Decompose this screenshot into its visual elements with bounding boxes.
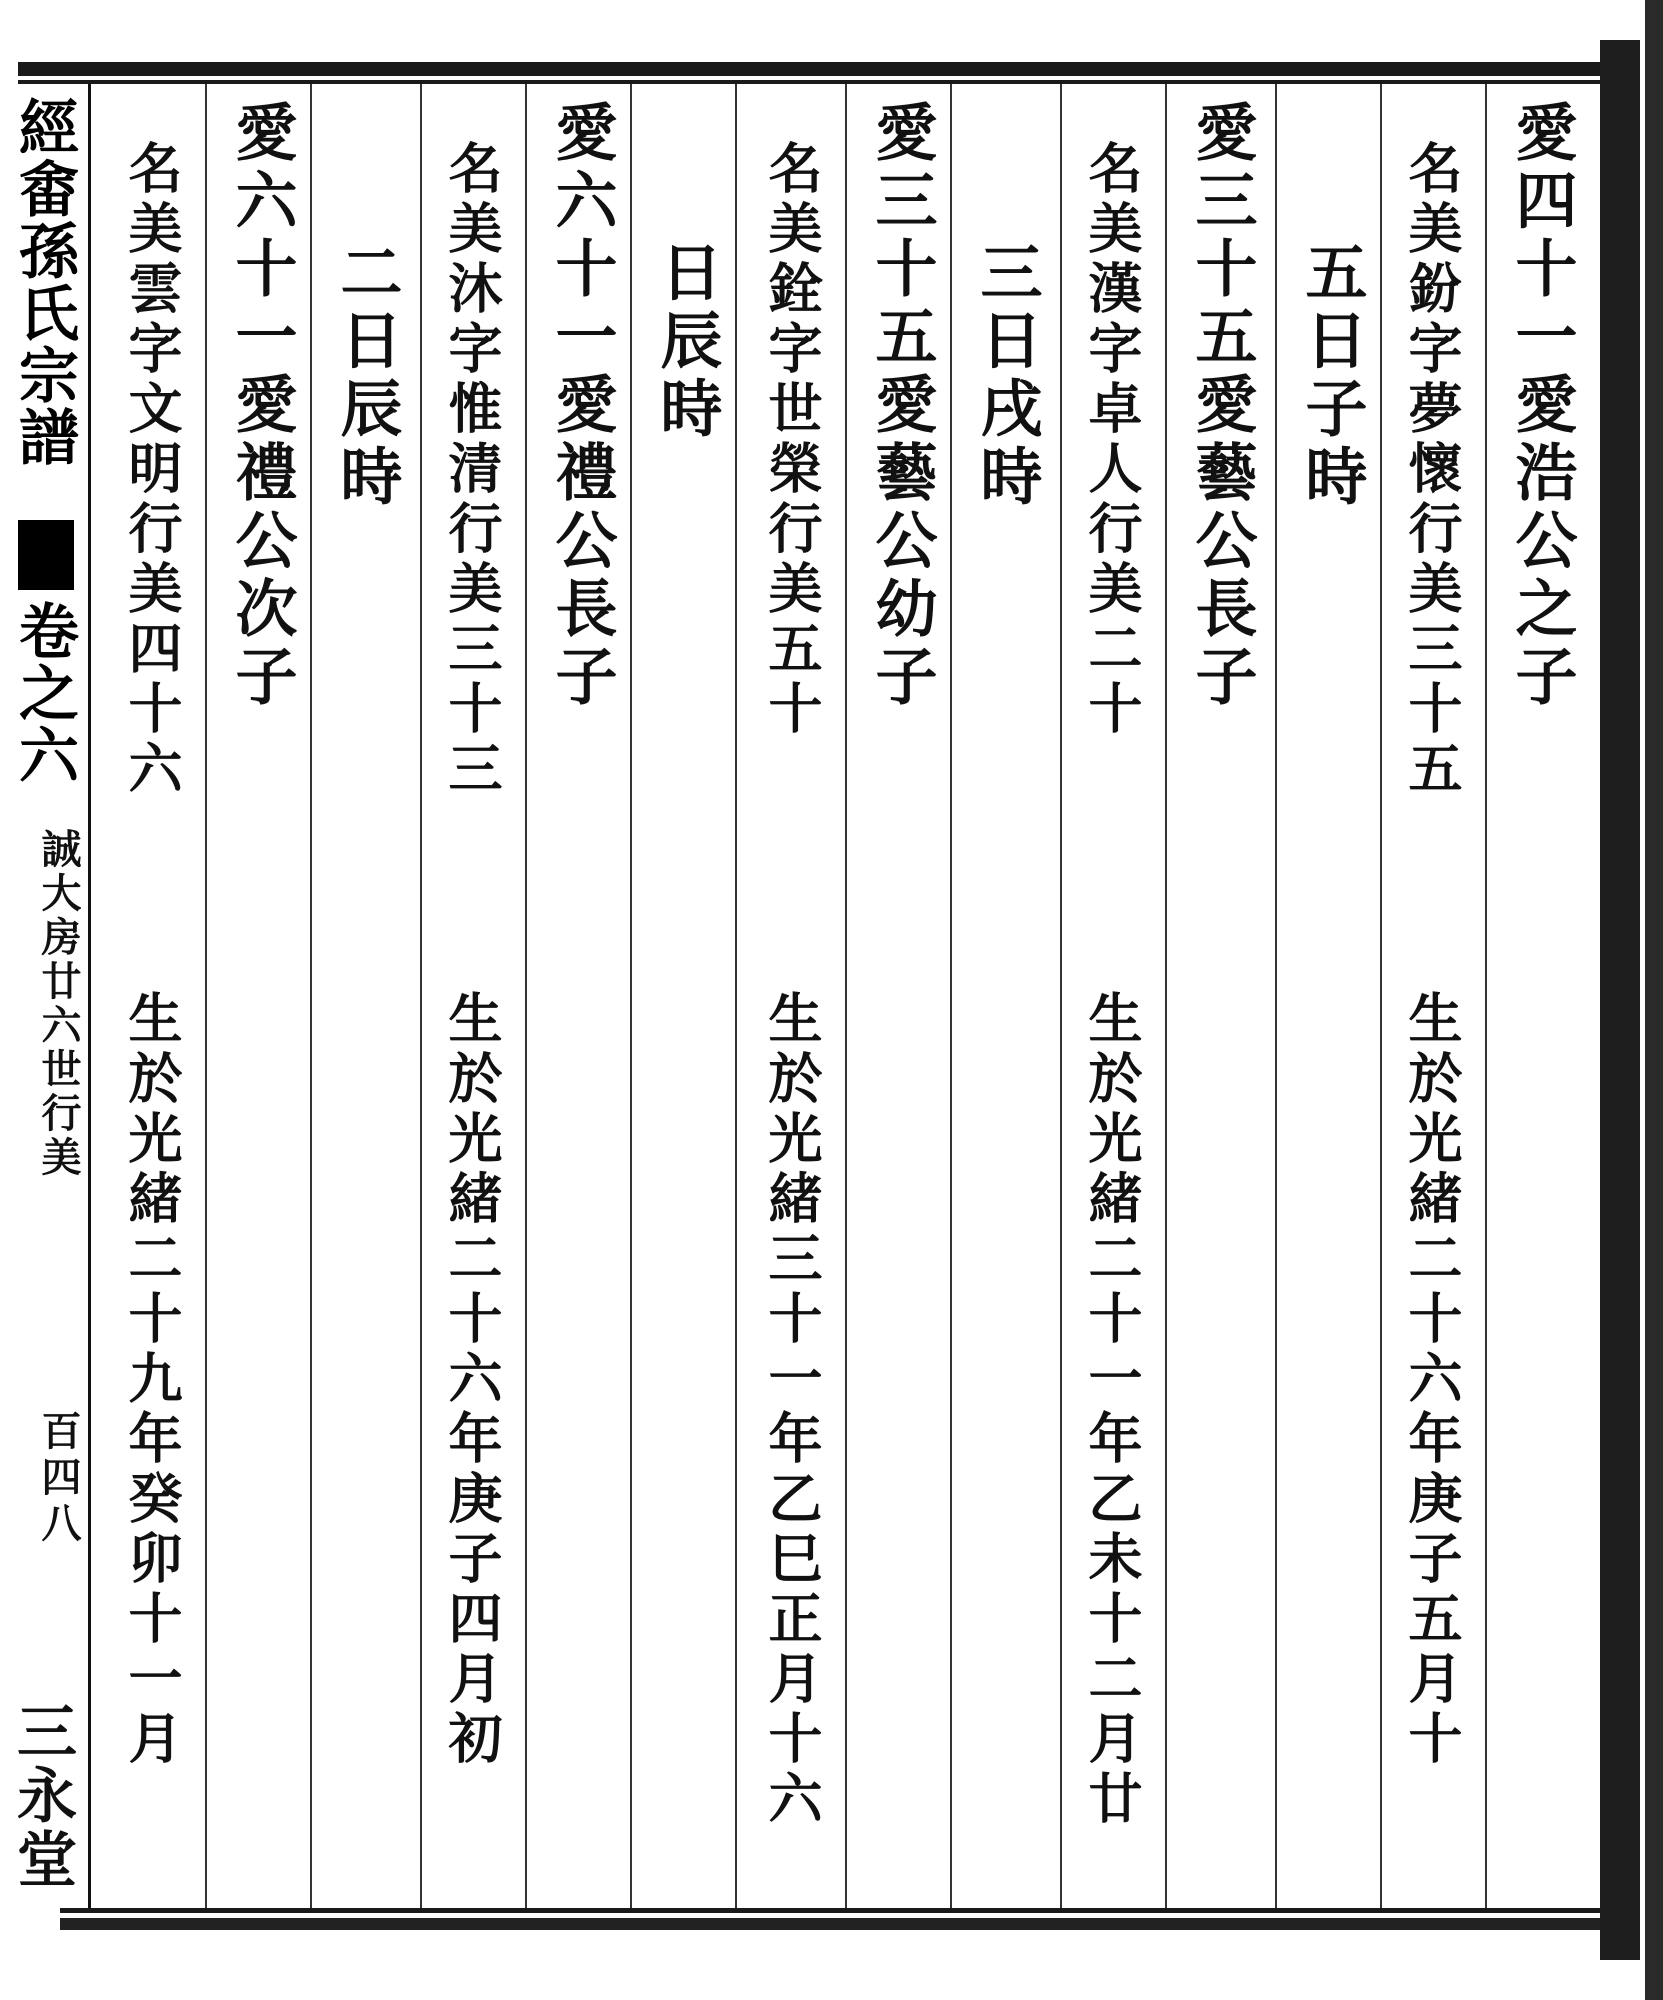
hall-name: 三永堂	[7, 1700, 77, 1892]
binding-edge	[1600, 40, 1640, 1960]
top-border-inner	[18, 80, 1610, 84]
column-11-top: 名美沐字惟清行美三十三	[440, 140, 504, 800]
column-9: 日辰時	[650, 240, 723, 444]
column-7: 愛三十五愛藝公幼子	[865, 100, 938, 712]
column-4: 愛三十五愛藝公長子	[1185, 100, 1258, 712]
column-rule	[630, 84, 632, 1908]
column-1: 愛四十一愛浩公之子	[1505, 100, 1578, 712]
volume-label: 卷之六	[9, 600, 79, 786]
column-rule	[735, 84, 737, 1908]
column-rule	[1485, 84, 1487, 1908]
column-10: 愛六十一愛禮公長子	[545, 100, 618, 712]
book-title: 經畬孫氏宗譜	[9, 96, 79, 468]
column-rule	[1060, 84, 1062, 1908]
top-border	[18, 62, 1610, 76]
column-3: 五日子時	[1295, 240, 1368, 512]
column-8-bottom: 生於光緒三十一年乙巳正月十六	[760, 990, 824, 1830]
column-rule	[525, 84, 527, 1908]
bottom-border	[60, 1918, 1620, 1930]
page-number: 百四八	[35, 1410, 82, 1548]
bottom-border-inner	[60, 1908, 1620, 1913]
column-11-bottom: 生於光緒二十六年庚子四月初	[440, 990, 504, 1770]
column-14-top: 名美雲字文明行美四十六	[120, 140, 184, 800]
column-5-top: 名美漢字卓人行美二十	[1080, 140, 1144, 740]
column-rule	[420, 84, 422, 1908]
column-rule	[205, 84, 207, 1908]
column-rule	[1275, 84, 1277, 1908]
column-8-top: 名美銓字世榮行美五十	[760, 140, 824, 740]
column-2-top: 名美鈖字夢懷行美三十五	[1400, 140, 1464, 800]
column-rule	[310, 84, 312, 1908]
column-12: 二日辰時	[330, 240, 403, 512]
binding-edge-outer	[1645, 0, 1663, 2000]
column-rule	[1380, 84, 1382, 1908]
column-13: 愛六十一愛禮公次子	[225, 100, 298, 712]
column-5-bottom: 生於光緒二十一年乙未十二月廿	[1080, 990, 1144, 1830]
column-rule	[845, 84, 847, 1908]
column-rule	[1165, 84, 1167, 1908]
margin-rule	[88, 84, 91, 1908]
column-rule	[950, 84, 952, 1908]
column-14-bottom: 生於光緒二十九年癸卯十一月	[120, 990, 184, 1770]
column-6: 三日戌時	[970, 240, 1043, 512]
branch-label: 誠大房廿六世行美	[35, 828, 82, 1180]
fishtail-mark	[18, 520, 74, 590]
column-2-bottom: 生於光緒二十六年庚子五月十	[1400, 990, 1464, 1770]
